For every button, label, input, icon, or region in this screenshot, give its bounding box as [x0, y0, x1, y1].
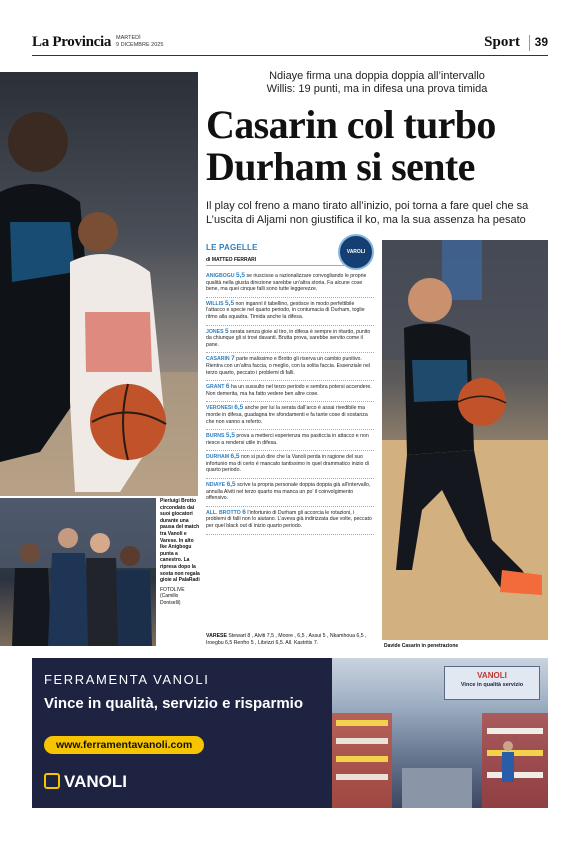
team-huddle-photo — [0, 498, 156, 646]
ad-website-link[interactable]: www.ferramentavanoli.com — [44, 736, 204, 754]
section-name: Sport — [484, 34, 520, 50]
ratings-title: LE PAGELLE — [206, 243, 258, 252]
ad-brand: FERRAMENTA VANOLI — [44, 672, 210, 687]
headline — [206, 104, 551, 188]
player-name: VERONESI — [206, 405, 233, 412]
player-score: 6,5 — [230, 453, 240, 461]
opponent-label: VARESE — [206, 633, 227, 639]
rating-text: ha un sussulto nel terzo periodo e sembra potersi accendere. Non demerita, ma ha fatto vedere ben altre cose. — [206, 384, 372, 397]
weekday: MARTEDÌ — [116, 35, 141, 41]
store-photo — [332, 658, 548, 808]
headline-line-1: Casarin col turbo — [206, 102, 496, 147]
player-name: BURNS — [206, 433, 225, 440]
casarin-photo — [382, 240, 548, 640]
ratings-list — [206, 270, 374, 535]
photo-credit: FOTOLIVE (Camillo Doniselli) — [160, 586, 185, 606]
player-score: 6,5 — [234, 404, 244, 412]
player-score: 6 — [225, 383, 230, 391]
ad-slogan: Vince in qualità, servizio e risparmio — [44, 695, 303, 712]
rating-text: prova a metterci esperienza ma pasticcia in attacco e non riesce a rendersi utile in difesa. — [206, 433, 369, 446]
store-sign-text: VANOLI — [477, 671, 507, 680]
rating-text: non ingannì il tabellino, gestisce in modo perfettibile l’attacco e specie nel quarto periodo, in contumacia di Durham, toglie ritmo alla squadra. Timida anche la difesa. — [206, 300, 365, 320]
player-score: 5,5 — [225, 299, 235, 307]
player-illustration — [382, 240, 548, 640]
kicker-line-2: Willis: 19 punti, ma in difesa una prova timida — [266, 83, 488, 95]
issue-date — [116, 35, 163, 49]
page-number: 39 — [529, 35, 548, 51]
rating-text: l’infortunio di Durham gli accorcia le rotazioni, i problemi di falli non lo aiutano. L’aveva già indirizzata due volte, peccato per quel black out di inizio quarto periodo. — [206, 509, 372, 530]
rating-text: se riuscisse a razionalizzare convogliando le proprie qualità nella giusta direzione sarebbe un’altra storia. Fa alcune cose bene, ma quei cinque falli sono tutte leggerezze. — [206, 273, 367, 293]
team-badge-icon — [338, 234, 374, 270]
rating-item — [206, 353, 374, 381]
advertisement[interactable] — [32, 658, 548, 808]
rating-text: non si può dire che la Vanoli perda in ragione del suo infortunio ma di certo è mancato tantissimo in quel drammatico inizio di quarto periodo. — [206, 454, 369, 474]
rating-item — [206, 507, 374, 535]
rating-text: serata senza gioie al tiro, in difesa è sempre in ritardo, punito da chiunque gli si trovi davanti. Brutta prova, sarebbe servito come il pane. — [206, 328, 371, 348]
main-photo — [0, 72, 198, 496]
player-score: 5 — [225, 327, 229, 335]
huddle-illustration — [0, 498, 156, 646]
rating-item — [206, 298, 374, 326]
player-score: 7 — [231, 355, 235, 363]
player-name: NDIAYE — [206, 482, 226, 489]
opponent-ratings — [206, 633, 378, 647]
rating-text: parte malissimo e Brotto gli riserva un cambio punitivo. Rientra con un’altra faccia, o meglio, con la solita faccia. Essenziale nel terzo quarto, peccato i problemi di falli. — [206, 356, 371, 376]
player-name: DURHAM — [206, 454, 230, 461]
player-score: 5,5 — [225, 432, 235, 440]
headline-line-2: Durham si sente — [206, 144, 475, 189]
player-score: 5,5 — [235, 272, 246, 279]
player-name: ANIGBOGU — [206, 273, 235, 279]
player-score: 6,5 — [226, 481, 236, 489]
rating-text: anche per lui la serata dall’arco è assai rivedibile ma morde in difesa, guadagna tre sfondamenti e fa tante cose di sostanza che non vanno a referto. — [206, 405, 368, 425]
player-name: WILLIS — [206, 300, 224, 307]
kicker-line-1: Ndiaye firma una doppia doppia all’intervallo — [269, 70, 485, 82]
huddle-photo-caption — [160, 498, 200, 607]
rating-item — [206, 326, 374, 354]
casarin-photo-caption: Davide Casarin in penetrazione — [384, 643, 459, 649]
page-header — [32, 32, 548, 56]
vanoli-logo-icon — [44, 773, 60, 789]
player-name: GRANT — [206, 384, 225, 391]
rating-text: scrive la propria personale doppia doppia già all’intervallo, annulla Alviti nel terzo quarto ma manca un po’ il coinvolgimento offensivo. — [206, 482, 371, 502]
player-score: 6 — [242, 508, 246, 516]
rating-item — [206, 270, 374, 298]
caption-text: Pierluigi Brotto circondato dai suoi giocatori durante una pausa del match tra Vanoli e Varese. In alto Ike Anigbogu punta a canestro. La ripresa dopo la sosta non regala gioie al PalaRadi — [160, 498, 200, 584]
rating-item — [206, 402, 374, 430]
store-sign — [444, 666, 540, 700]
player-name: CASARIN — [206, 356, 230, 363]
rating-item — [206, 381, 374, 402]
player-name: ALL. BROTTO — [206, 509, 241, 516]
vanoli-logo — [44, 772, 127, 792]
ratings-author: di MATTEO FERRARI — [206, 257, 257, 263]
newspaper-logo: La Provincia — [32, 34, 112, 50]
opponent-ratings-text: Stewart 8 , Alviti 7,5 , Moore , 6,5 , Assui 5 , Nkamhoua 6,5 , Iroegbu 6,5 Renfro 5 , Librizzi 6,5. All. Kastritis 7. — [206, 633, 367, 646]
date: 9 DICEMBRE 2025 — [116, 42, 164, 48]
vanoli-logo-text: VANOLI — [64, 772, 127, 791]
badge-label: VAROLI — [346, 249, 366, 255]
player-name: JONES — [206, 328, 224, 335]
rating-item — [206, 479, 374, 507]
store-sign-subtext: Vince in qualità servizio — [460, 682, 524, 688]
divider — [206, 265, 344, 266]
subheadline: Il play col freno a mano tirato all’inizio, poi torna a fare quel che sa L’uscita di Aljami non giustifica il ko, ma la sua assenza ha pesato — [206, 200, 529, 226]
main-photo-illustration — [0, 72, 198, 496]
kicker — [206, 70, 548, 96]
rating-item — [206, 430, 374, 451]
rating-item — [206, 451, 374, 479]
